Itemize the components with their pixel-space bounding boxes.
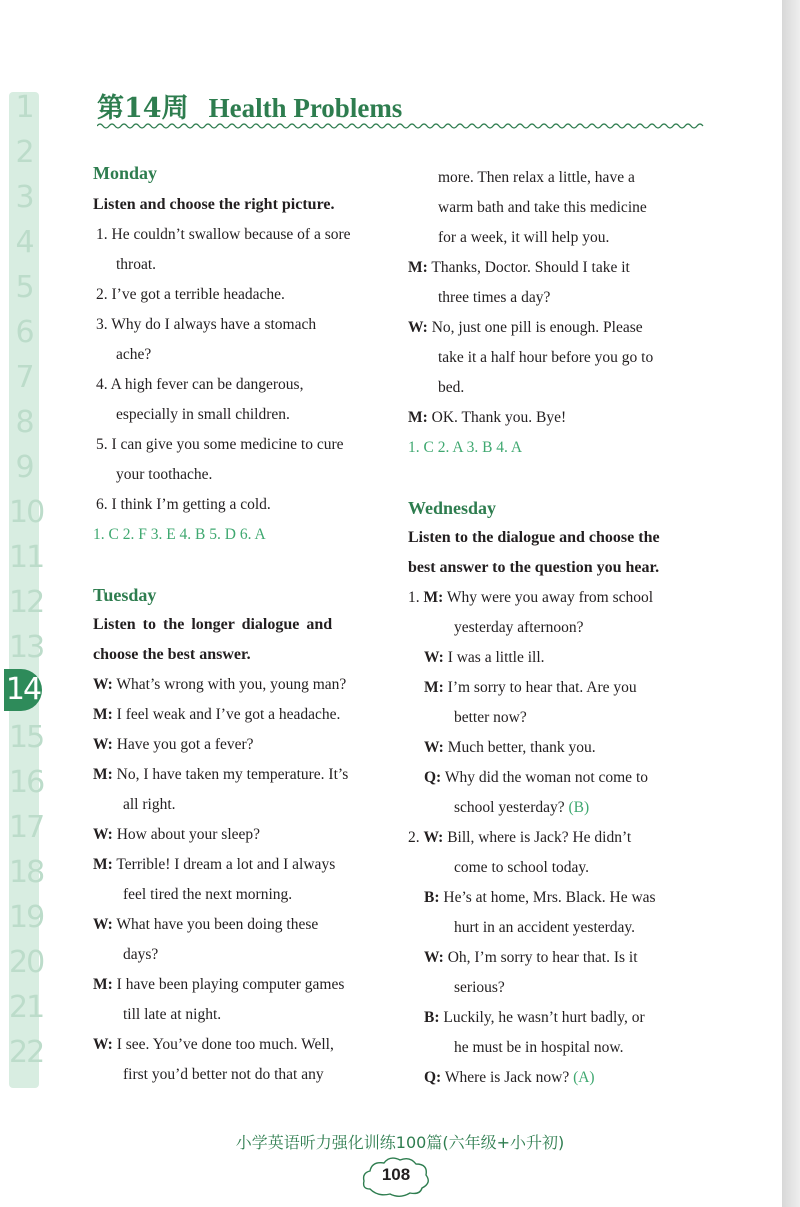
item-number: 2.: [408, 829, 424, 846]
side-tab-4: 4: [15, 225, 33, 260]
speaker-label: M:: [93, 856, 113, 873]
tuesday-line: [408, 253, 708, 283]
speaker-label: M:: [424, 679, 444, 696]
book-title: 小学英语听力强化训练100篇(六年级+小升初): [235, 1133, 565, 1152]
side-tab-1: 1: [15, 90, 33, 125]
dialogue-text: I feel weak and I’ve got a headache.: [112, 706, 341, 723]
monday-section: [93, 158, 393, 188]
tuesday-instruction-1-row: [93, 610, 393, 640]
dialogue-text: feel tired the next morning.: [123, 886, 293, 903]
tuesday-instruction-1: Listen to the longer dialogue and: [93, 616, 333, 633]
answer-mark: (A): [569, 1069, 595, 1086]
monday-instruction: Listen and choose the right picture.: [93, 196, 335, 213]
dialogue-text: come to school today.: [454, 859, 590, 876]
tuesday-section: [93, 580, 393, 610]
side-tab-12: 12: [9, 585, 44, 620]
dialogue-text: better now?: [454, 709, 527, 726]
wednesday-line: [408, 1063, 708, 1093]
dialogue-text: bed.: [438, 379, 465, 396]
tuesday-line: [408, 283, 708, 313]
wednesday-line: [408, 823, 708, 853]
dialogue-text: till late at night.: [123, 1006, 222, 1023]
speaker-label: W:: [423, 829, 444, 846]
side-tab-15: 15: [9, 720, 44, 755]
speaker-label: Q:: [424, 1069, 442, 1086]
wednesday-line: [408, 973, 708, 1003]
answer-mark: (B): [564, 799, 590, 816]
tuesday-line: [93, 1060, 393, 1090]
tuesday-line: [408, 163, 708, 193]
speaker-label: W:: [93, 736, 113, 753]
tuesday-line: [93, 880, 393, 910]
wednesday-title: Wednesday: [408, 498, 497, 518]
wednesday-line: [408, 853, 708, 883]
tuesday-instruction-2: choose the best answer.: [93, 646, 251, 663]
side-tab-22: 22: [9, 1035, 44, 1070]
wednesday-line: [408, 643, 708, 673]
side-tab-5: 5: [15, 270, 33, 305]
monday-line: your toothache.: [116, 466, 213, 483]
wednesday-line: [408, 733, 708, 763]
speaker-label: W:: [424, 739, 444, 756]
tuesday-line: [93, 970, 393, 1000]
header-wave-divider: [97, 120, 707, 132]
tuesday-answers: 1. C 2. A 3. B 4. A: [408, 439, 523, 456]
wednesday-line: [408, 763, 708, 793]
dialogue-text: Much better, thank you.: [443, 739, 596, 756]
speaker-label: W:: [93, 826, 113, 843]
wednesday-line: [408, 673, 708, 703]
side-tab-21: 21: [9, 990, 44, 1025]
dialogue-text: Where is Jack now?: [441, 1069, 570, 1086]
side-tab-18: 18: [9, 855, 44, 890]
monday-line: 5. I can give you some medicine to cure: [96, 436, 344, 453]
side-tab-3: 3: [15, 180, 33, 215]
left-column: [93, 158, 393, 1090]
right-column: [408, 163, 708, 1093]
dialogue-text: How about your sleep?: [112, 826, 261, 843]
side-tab-6: 6: [15, 315, 33, 350]
speaker-label: W:: [424, 949, 444, 966]
side-tab-11: 11: [9, 540, 44, 575]
wednesday-line: [408, 1033, 708, 1063]
side-tab-9: 9: [15, 450, 33, 485]
monday-answers: 1. C 2. F 3. E 4. B 5. D 6. A: [93, 526, 266, 543]
dialogue-text: yesterday afternoon?: [454, 619, 584, 636]
wednesday-section: [408, 493, 708, 523]
dialogue-text: What have you been doing these: [112, 916, 319, 933]
tuesday-dialogue-left: [93, 670, 393, 1090]
side-tab-2: 2: [15, 135, 33, 170]
dialogue-text: hurt in an accident yesterday.: [454, 919, 636, 936]
side-tab-8: 8: [15, 405, 33, 440]
speaker-label: B:: [424, 1009, 440, 1026]
side-tab-19: 19: [9, 900, 44, 935]
tuesday-line: [408, 193, 708, 223]
speaker-label: M:: [408, 409, 428, 426]
dialogue-text: Bill, where is Jack? He didn’t: [443, 829, 632, 846]
dialogue-text: for a week, it will help you.: [438, 229, 610, 246]
speaker-label: W:: [408, 319, 428, 336]
side-tab-13: 13: [9, 630, 44, 665]
wednesday-instruction-2: best answer to the question you hear.: [408, 559, 660, 576]
dialogue-text: Oh, I’m sorry to hear that. Is it: [443, 949, 638, 966]
dialogue-text: What’s wrong with you, young man?: [112, 676, 347, 693]
tuesday-line: [93, 940, 393, 970]
item-number: 1.: [408, 589, 424, 606]
dialogue-text: Why were you away from school: [443, 589, 654, 606]
speaker-label: Q:: [424, 769, 442, 786]
dialogue-text: He’s at home, Mrs. Black. He was: [439, 889, 656, 906]
wednesday-line: [408, 883, 708, 913]
dialogue-text: take it a half hour before you go to: [438, 349, 654, 366]
speaker-label: M:: [93, 706, 113, 723]
wednesday-instruction-1-row: [408, 523, 708, 553]
monday-line: ache?: [116, 346, 152, 363]
side-tab-14: 14: [4, 669, 42, 711]
page-edge-shadow: [782, 0, 800, 1207]
tuesday-line: [408, 403, 708, 433]
wednesday-line: [408, 613, 708, 643]
tuesday-line: [408, 343, 708, 373]
speaker-label: W:: [424, 649, 444, 666]
monday-line: 1. He couldn’t swallow because of a sore: [96, 226, 351, 243]
monday-title: Monday: [93, 163, 158, 183]
monday-line: 6. I think I’m getting a cold.: [96, 496, 271, 513]
dialogue-text: all right.: [123, 796, 176, 813]
speaker-label: M:: [93, 766, 113, 783]
dialogue-text: I have been playing computer games: [112, 976, 345, 993]
dialogue-text: he must be in hospital now.: [454, 1039, 624, 1056]
dialogue-text: OK. Thank you. Bye!: [427, 409, 567, 426]
speaker-label: W:: [93, 1036, 113, 1053]
side-tab-17: 17: [9, 810, 44, 845]
tuesday-line: [408, 373, 708, 403]
side-tab-20: 20: [9, 945, 44, 980]
tuesday-dialogue-right: [408, 163, 708, 433]
wednesday-line: [408, 703, 708, 733]
tuesday-line: [93, 760, 393, 790]
tuesday-instruction-2-row: [93, 640, 393, 670]
tuesday-line: [408, 313, 708, 343]
wednesday-line: [408, 583, 708, 613]
tuesday-line: [93, 1000, 393, 1030]
dialogue-text: I was a little ill.: [443, 649, 545, 666]
dialogue-text: days?: [123, 946, 159, 963]
tuesday-line: [93, 670, 393, 700]
tuesday-line: [93, 700, 393, 730]
speaker-label: M:: [408, 259, 428, 276]
speaker-label: M:: [93, 976, 113, 993]
tuesday-line: [93, 910, 393, 940]
speaker-label: W:: [93, 676, 113, 693]
tuesday-line: [93, 1030, 393, 1060]
monday-lines: [93, 220, 393, 520]
dialogue-text: No, just one pill is enough. Please: [427, 319, 643, 336]
tuesday-line: [93, 730, 393, 760]
dialogue-text: school yesterday?: [454, 799, 565, 816]
tuesday-line: [93, 850, 393, 880]
tuesday-line: [408, 223, 708, 253]
wednesday-instruction-2-row: [408, 553, 708, 583]
dialogue-text: Have you got a fever?: [112, 736, 254, 753]
tuesday-line: [93, 790, 393, 820]
spacer: [408, 463, 708, 493]
wednesday-line: [408, 913, 708, 943]
monday-instruction-row: [93, 190, 393, 220]
dialogue-text: Terrible! I dream a lot and I always: [112, 856, 336, 873]
dialogue-text: three times a day?: [438, 289, 551, 306]
side-tab-10: 10: [9, 495, 44, 530]
speaker-label: M:: [423, 589, 444, 606]
monday-line: 4. A high fever can be dangerous,: [96, 376, 304, 393]
dialogue-text: Why did the woman not come to: [441, 769, 648, 786]
wednesday-line: [408, 943, 708, 973]
wednesday-dialogue: [408, 583, 708, 1093]
monday-line: throat.: [116, 256, 157, 273]
dialogue-text: first you’d better not do that any: [123, 1066, 324, 1083]
dialogue-text: Luckily, he wasn’t hurt badly, or: [439, 1009, 645, 1026]
side-tab-7: 7: [15, 360, 33, 395]
dialogue-text: I’m sorry to hear that. Are you: [443, 679, 637, 696]
dialogue-text: Thanks, Doctor. Should I take it: [427, 259, 630, 276]
dialogue-text: I see. You’ve done too much. Well,: [112, 1036, 334, 1053]
speaker-label: W:: [93, 916, 113, 933]
monday-line: 3. Why do I always have a stomach: [96, 316, 317, 333]
dialogue-text: serious?: [454, 979, 505, 996]
speaker-label: B:: [424, 889, 440, 906]
week-label: 第14周: [97, 93, 189, 124]
dialogue-text: more. Then relax a little, have a: [438, 169, 635, 186]
wednesday-line: [408, 793, 708, 823]
dialogue-text: No, I have taken my temperature. It’s: [112, 766, 349, 783]
dialogue-text: warm bath and take this medicine: [438, 199, 647, 216]
monday-line: 2. I’ve got a terrible headache.: [96, 286, 285, 303]
page-number: 108: [381, 1165, 411, 1184]
tuesday-title: Tuesday: [93, 585, 157, 605]
monday-line: especially in small children.: [116, 406, 290, 423]
spacer: [93, 550, 393, 580]
wednesday-instruction-1: Listen to the dialogue and choose the: [408, 529, 660, 546]
wednesday-line: [408, 1003, 708, 1033]
tuesday-line: [93, 820, 393, 850]
page-title: Health Problems: [208, 93, 403, 123]
side-tab-16: 16: [9, 765, 44, 800]
